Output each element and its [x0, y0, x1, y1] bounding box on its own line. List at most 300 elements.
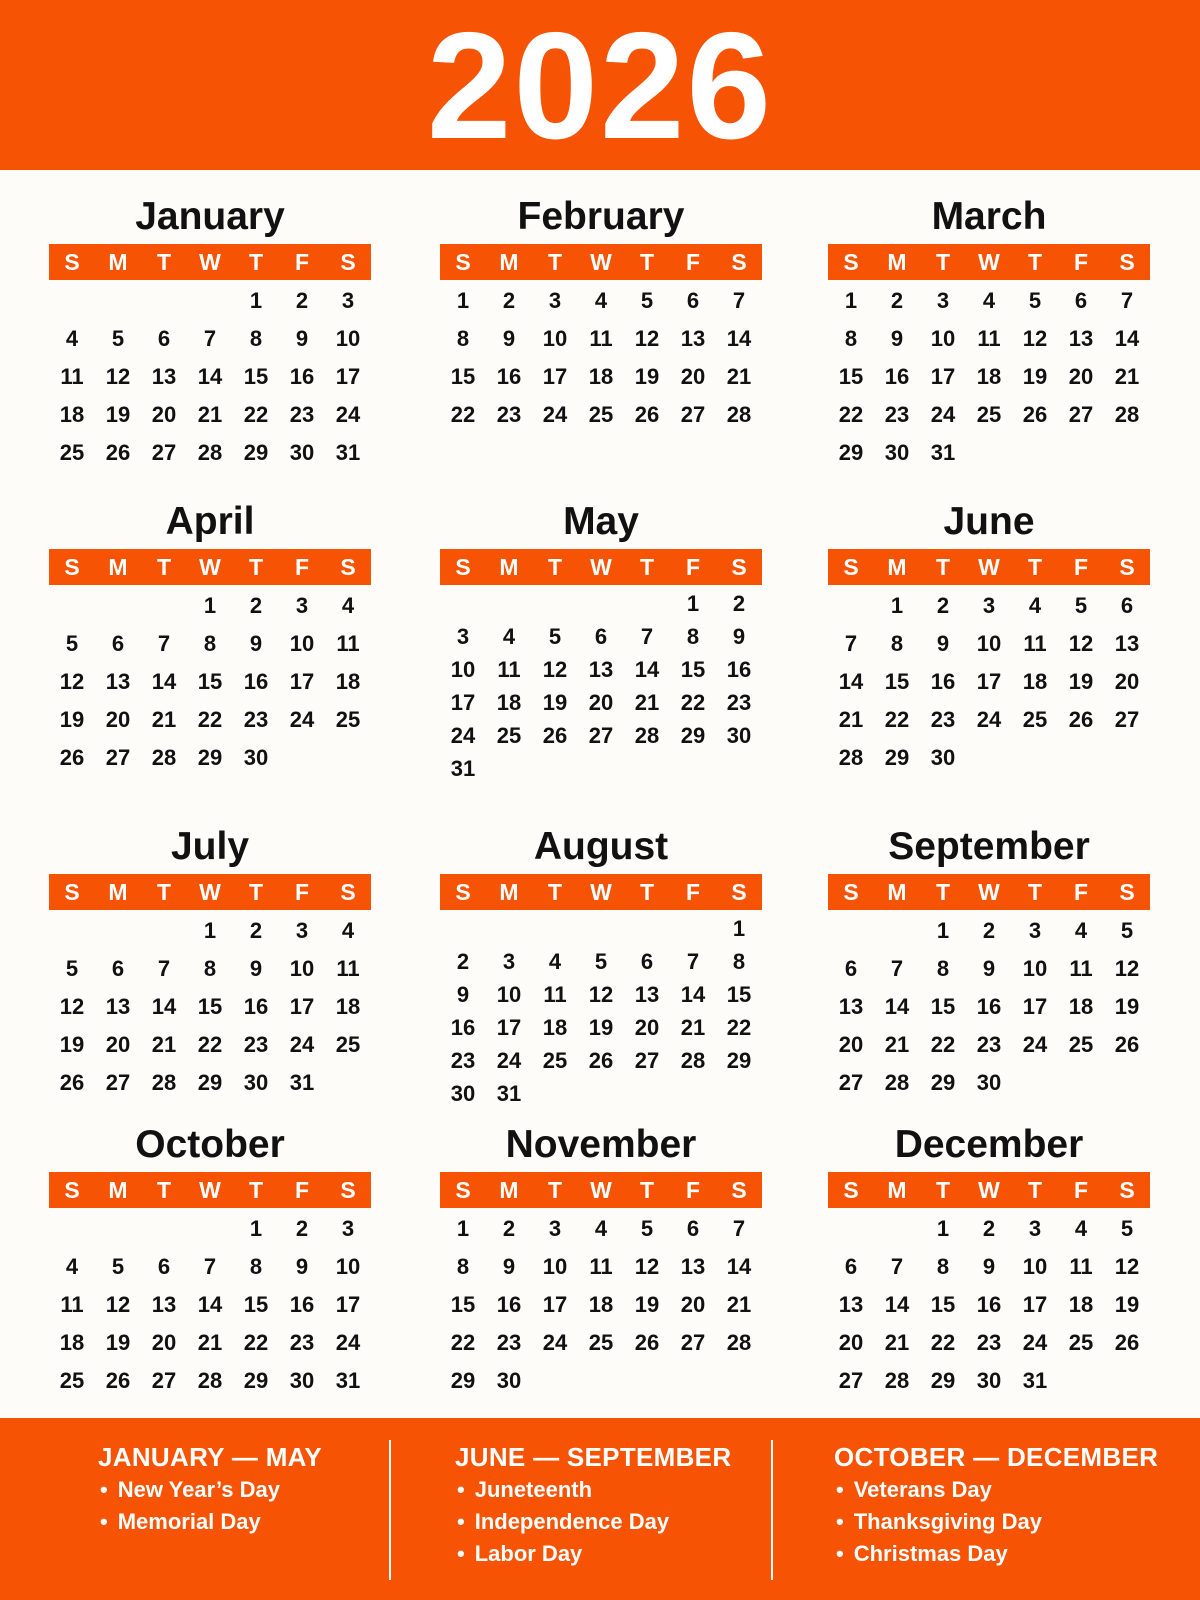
day-cell: 26: [105, 440, 131, 465]
day-blank: [141, 282, 187, 320]
holiday-column-2: [455, 1440, 731, 1570]
day-cell: 21: [884, 1032, 910, 1057]
day-cell: 7: [203, 1254, 217, 1279]
day-cell: 30: [450, 1081, 476, 1106]
day-cell: 29: [243, 440, 269, 465]
day-cell: 6: [1074, 288, 1088, 313]
weekday-label: F: [685, 878, 701, 905]
day-cell: 18: [1022, 669, 1048, 694]
day-cell: 3: [341, 1216, 355, 1241]
day-cell: 13: [1068, 326, 1094, 351]
day-cell: 3: [548, 288, 562, 313]
weekday-header: [828, 244, 1150, 280]
day-blank: [624, 587, 670, 620]
day-cell: 17: [930, 364, 956, 389]
day-cell: 8: [844, 326, 858, 351]
day-cell: 31: [335, 440, 361, 465]
weekday-label: S: [843, 248, 859, 275]
day-cell: 25: [542, 1048, 568, 1073]
day-cell: 21: [838, 707, 864, 732]
day-blank: [141, 1210, 187, 1248]
day-cell: 27: [634, 1048, 660, 1073]
day-cell: 13: [634, 982, 660, 1007]
day-cell: 3: [341, 288, 355, 313]
day-blank: [874, 912, 920, 950]
day-cell: 22: [197, 707, 223, 732]
day-cell: 14: [1114, 326, 1140, 351]
day-cell: 14: [197, 1292, 223, 1317]
month-february: [440, 190, 762, 434]
day-cell: 11: [589, 1254, 613, 1279]
day-cell: 19: [105, 402, 131, 427]
month-name: October: [135, 1123, 285, 1166]
day-cell: 25: [335, 1032, 361, 1057]
day-cell: 19: [1114, 994, 1140, 1019]
day-blank: [578, 912, 624, 945]
day-cell: 12: [105, 1292, 131, 1317]
day-cell: 21: [197, 1330, 223, 1355]
day-cell: 7: [1120, 288, 1134, 313]
day-cell: 6: [1120, 593, 1134, 618]
day-cell: 23: [289, 1330, 315, 1355]
day-cell: 12: [542, 657, 568, 682]
day-cell: 27: [588, 723, 614, 748]
day-blank: [49, 282, 95, 320]
day-grid: [828, 282, 1150, 472]
weekday-label: T: [248, 248, 264, 275]
weekday-label: S: [1119, 553, 1135, 580]
day-cell: 9: [456, 982, 470, 1007]
day-cell: 1: [249, 288, 263, 313]
day-cell: 13: [838, 994, 864, 1019]
weekday-label: S: [340, 248, 356, 275]
day-cell: 17: [1022, 1292, 1048, 1317]
day-cell: 15: [197, 669, 223, 694]
weekday-label: F: [294, 248, 310, 275]
weekday-header: [440, 874, 762, 910]
day-cell: 30: [976, 1368, 1002, 1393]
day-cell: 8: [249, 1254, 263, 1279]
day-cell: 7: [732, 288, 746, 313]
year-banner: [0, 0, 1200, 170]
day-cell: 5: [1120, 918, 1134, 943]
day-cell: 7: [157, 956, 171, 981]
day-cell: 1: [936, 1216, 950, 1241]
day-cell: 9: [936, 631, 950, 656]
month-name: December: [894, 1123, 1084, 1166]
day-cell: 13: [680, 1254, 706, 1279]
weekday-label: T: [248, 553, 264, 580]
day-grid: [440, 1210, 762, 1400]
day-cell: 8: [456, 1254, 470, 1279]
months-grid: [0, 170, 1200, 1418]
day-cell: 12: [59, 669, 85, 694]
day-cell: 5: [594, 949, 608, 974]
weekday-label: T: [639, 1176, 655, 1203]
day-cell: 29: [838, 440, 864, 465]
day-cell: 13: [105, 669, 131, 694]
weekday-label: S: [1119, 1176, 1135, 1203]
holiday-item: • Independence Day: [455, 1506, 731, 1538]
weekday-label: S: [731, 248, 747, 275]
day-cell: 18: [1068, 994, 1094, 1019]
day-cell: 8: [732, 949, 746, 974]
weekday-header: [440, 244, 762, 280]
day-cell: 28: [884, 1368, 910, 1393]
weekday-label: F: [1073, 878, 1089, 905]
day-cell: 24: [289, 1032, 315, 1057]
day-cell: 2: [982, 918, 996, 943]
weekday-label: T: [639, 248, 655, 275]
day-cell: 23: [496, 1330, 522, 1355]
day-cell: 22: [884, 707, 910, 732]
day-cell: 28: [726, 402, 752, 427]
day-cell: 12: [59, 994, 85, 1019]
weekday-label: S: [731, 878, 747, 905]
weekday-label: F: [1073, 553, 1089, 580]
day-grid: [828, 912, 1150, 1102]
day-cell: 29: [884, 745, 910, 770]
day-cell: 9: [502, 326, 516, 351]
day-cell: 23: [450, 1048, 476, 1073]
day-cell: 1: [732, 916, 746, 941]
month-name: July: [170, 825, 250, 868]
day-cell: 13: [680, 326, 706, 351]
day-cell: 28: [197, 440, 223, 465]
day-grid: [49, 282, 371, 472]
day-cell: 8: [456, 326, 470, 351]
day-cell: 25: [1022, 707, 1048, 732]
month-march: [828, 190, 1150, 472]
day-cell: 21: [197, 402, 223, 427]
weekday-label: S: [64, 878, 80, 905]
day-cell: 1: [203, 918, 217, 943]
day-cell: 18: [588, 1292, 614, 1317]
day-cell: 2: [295, 1216, 309, 1241]
day-cell: 5: [111, 326, 125, 351]
day-cell: 7: [844, 631, 858, 656]
day-cell: 11: [1023, 631, 1047, 656]
day-cell: 2: [982, 1216, 996, 1241]
holiday-item: • Christmas Day: [834, 1538, 1158, 1570]
day-cell: 24: [1022, 1032, 1048, 1057]
day-cell: 4: [1028, 593, 1042, 618]
holiday-heading: JUNE — SEPTEMBER: [455, 1442, 732, 1472]
day-cell: 22: [680, 690, 706, 715]
day-blank: [187, 282, 233, 320]
day-cell: 9: [249, 631, 263, 656]
weekday-label: T: [935, 1176, 951, 1203]
day-cell: 24: [1022, 1330, 1048, 1355]
month-name: November: [505, 1123, 697, 1166]
day-blank: [187, 1210, 233, 1248]
day-cell: 16: [884, 364, 910, 389]
day-cell: 1: [844, 288, 858, 313]
day-cell: 3: [1028, 1216, 1042, 1241]
day-cell: 15: [450, 364, 476, 389]
day-cell: 9: [502, 1254, 516, 1279]
weekday-label: M: [887, 553, 907, 580]
weekday-label: F: [294, 878, 310, 905]
day-cell: 28: [634, 723, 660, 748]
day-cell: 8: [936, 956, 950, 981]
day-cell: 10: [1022, 1254, 1048, 1279]
month-name: June: [943, 500, 1035, 543]
day-cell: 15: [197, 994, 223, 1019]
day-cell: 30: [243, 1070, 269, 1095]
day-cell: 4: [65, 1254, 79, 1279]
holiday-item: • Memorial Day: [98, 1506, 322, 1538]
day-cell: 11: [1069, 1254, 1093, 1279]
day-cell: 2: [502, 288, 516, 313]
month-december: [828, 1118, 1150, 1400]
day-cell: 30: [289, 440, 315, 465]
day-cell: 7: [203, 326, 217, 351]
weekday-label: W: [590, 553, 612, 580]
day-cell: 23: [496, 402, 522, 427]
day-cell: 24: [335, 402, 361, 427]
day-cell: 28: [884, 1070, 910, 1095]
day-cell: 22: [930, 1330, 956, 1355]
day-cell: 19: [1068, 669, 1094, 694]
weekday-label: W: [978, 1176, 1000, 1203]
weekday-label: T: [156, 878, 172, 905]
day-cell: 4: [341, 918, 355, 943]
weekday-header: [828, 549, 1150, 585]
weekday-label: T: [248, 1176, 264, 1203]
day-blank: [440, 912, 486, 945]
day-cell: 6: [111, 631, 125, 656]
day-cell: 20: [838, 1032, 864, 1057]
day-cell: 31: [450, 756, 476, 781]
day-cell: 10: [542, 1254, 568, 1279]
day-cell: 21: [726, 364, 752, 389]
day-cell: 24: [976, 707, 1002, 732]
day-grid: [49, 1210, 371, 1400]
day-cell: 4: [594, 1216, 608, 1241]
day-cell: 23: [726, 690, 752, 715]
day-cell: 4: [341, 593, 355, 618]
day-cell: 17: [496, 1015, 522, 1040]
day-cell: 6: [111, 956, 125, 981]
day-cell: 2: [502, 1216, 516, 1241]
day-cell: 17: [450, 690, 476, 715]
weekday-label: T: [935, 878, 951, 905]
weekday-label: M: [499, 248, 519, 275]
day-cell: 16: [289, 1292, 315, 1317]
weekday-label: W: [199, 248, 221, 275]
weekday-label: T: [547, 1176, 563, 1203]
day-cell: 11: [60, 364, 84, 389]
day-cell: 7: [686, 949, 700, 974]
day-cell: 23: [289, 402, 315, 427]
day-grid: [49, 587, 371, 777]
weekday-label: T: [156, 553, 172, 580]
day-cell: 10: [930, 326, 956, 351]
month-may: [440, 495, 762, 785]
day-cell: 5: [640, 1216, 654, 1241]
day-cell: 1: [936, 918, 950, 943]
day-cell: 28: [151, 745, 177, 770]
day-cell: 4: [594, 288, 608, 313]
day-cell: 27: [1114, 707, 1140, 732]
day-cell: 25: [1068, 1330, 1094, 1355]
day-cell: 26: [1068, 707, 1094, 732]
day-cell: 23: [884, 402, 910, 427]
day-cell: 24: [542, 1330, 568, 1355]
weekday-label: F: [294, 553, 310, 580]
weekday-label: T: [1027, 248, 1043, 275]
day-cell: 25: [588, 402, 614, 427]
day-cell: 20: [151, 402, 177, 427]
weekday-label: M: [108, 1176, 128, 1203]
day-cell: 3: [295, 593, 309, 618]
day-cell: 28: [1114, 402, 1140, 427]
day-cell: 15: [884, 669, 910, 694]
day-cell: 8: [249, 326, 263, 351]
weekday-label: W: [199, 553, 221, 580]
day-cell: 12: [634, 1254, 660, 1279]
day-cell: 29: [930, 1070, 956, 1095]
day-cell: 19: [634, 1292, 660, 1317]
day-cell: 24: [450, 723, 476, 748]
day-cell: 16: [243, 994, 269, 1019]
weekday-label: F: [685, 1176, 701, 1203]
day-cell: 23: [930, 707, 956, 732]
day-cell: 26: [59, 745, 85, 770]
day-cell: 8: [203, 631, 217, 656]
month-april: [49, 495, 371, 777]
day-blank: [95, 282, 141, 320]
month-name: January: [135, 195, 285, 238]
day-cell: 27: [838, 1070, 864, 1095]
weekday-label: S: [455, 1176, 471, 1203]
day-cell: 20: [1114, 669, 1140, 694]
day-cell: 9: [732, 624, 746, 649]
day-cell: 5: [1028, 288, 1042, 313]
day-cell: 3: [295, 918, 309, 943]
weekday-label: T: [935, 553, 951, 580]
day-blank: [828, 912, 874, 950]
day-cell: 8: [203, 956, 217, 981]
day-cell: 9: [890, 326, 904, 351]
day-cell: 28: [838, 745, 864, 770]
day-cell: 2: [890, 288, 904, 313]
weekday-label: M: [108, 553, 128, 580]
day-cell: 10: [976, 631, 1002, 656]
day-cell: 25: [496, 723, 522, 748]
weekday-header: [828, 874, 1150, 910]
weekday-label: W: [978, 248, 1000, 275]
day-blank: [141, 587, 187, 625]
day-cell: 15: [243, 1292, 269, 1317]
day-cell: 1: [456, 1216, 470, 1241]
day-cell: 27: [1068, 402, 1094, 427]
day-cell: 4: [502, 624, 516, 649]
day-blank: [670, 912, 716, 945]
day-cell: 14: [197, 364, 223, 389]
day-cell: 17: [1022, 994, 1048, 1019]
day-cell: 26: [1114, 1032, 1140, 1057]
day-cell: 25: [976, 402, 1002, 427]
day-cell: 4: [982, 288, 996, 313]
day-cell: 27: [680, 402, 706, 427]
day-cell: 2: [249, 593, 263, 618]
weekday-label: W: [199, 878, 221, 905]
day-cell: 19: [588, 1015, 614, 1040]
weekday-label: M: [499, 553, 519, 580]
month-name: September: [888, 825, 1090, 868]
day-grid: [440, 912, 762, 1110]
day-blank: [532, 587, 578, 620]
day-cell: 6: [844, 956, 858, 981]
day-cell: 18: [335, 994, 361, 1019]
day-cell: 15: [243, 364, 269, 389]
day-blank: [532, 912, 578, 945]
month-january: [49, 190, 371, 472]
day-cell: 9: [982, 956, 996, 981]
weekday-label: M: [887, 248, 907, 275]
weekday-label: F: [1073, 248, 1089, 275]
day-cell: 14: [884, 994, 910, 1019]
day-cell: 28: [197, 1368, 223, 1393]
day-blank: [49, 912, 95, 950]
day-cell: 24: [335, 1330, 361, 1355]
day-cell: 29: [197, 1070, 223, 1095]
holiday-item: • Veterans Day: [834, 1474, 1158, 1506]
day-cell: 23: [976, 1330, 1002, 1355]
day-cell: 22: [930, 1032, 956, 1057]
weekday-label: M: [499, 878, 519, 905]
holidays-footer: [0, 1418, 1200, 1600]
day-cell: 13: [588, 657, 614, 682]
day-cell: 11: [589, 326, 613, 351]
day-cell: 17: [976, 669, 1002, 694]
day-cell: 25: [335, 707, 361, 732]
day-blank: [486, 912, 532, 945]
weekday-header: [49, 244, 371, 280]
day-cell: 5: [111, 1254, 125, 1279]
day-cell: 7: [732, 1216, 746, 1241]
year-title: 2026: [426, 1, 774, 171]
day-cell: 16: [726, 657, 752, 682]
day-cell: 3: [456, 624, 470, 649]
weekday-label: S: [64, 248, 80, 275]
weekday-label: T: [547, 248, 563, 275]
day-cell: 19: [59, 1032, 85, 1057]
day-cell: 26: [634, 402, 660, 427]
day-blank: [95, 587, 141, 625]
weekday-header: [49, 874, 371, 910]
day-cell: 7: [890, 1254, 904, 1279]
holiday-heading: JANUARY — MAY: [98, 1442, 322, 1472]
day-cell: 18: [588, 364, 614, 389]
day-cell: 2: [456, 949, 470, 974]
day-cell: 1: [686, 591, 700, 616]
day-cell: 13: [105, 994, 131, 1019]
day-cell: 21: [634, 690, 660, 715]
day-cell: 29: [930, 1368, 956, 1393]
day-cell: 9: [295, 1254, 309, 1279]
day-cell: 26: [59, 1070, 85, 1095]
day-cell: 10: [1022, 956, 1048, 981]
day-cell: 30: [243, 745, 269, 770]
month-june: [828, 495, 1150, 777]
day-cell: 27: [105, 1070, 131, 1095]
day-cell: 6: [686, 288, 700, 313]
day-cell: 1: [456, 288, 470, 313]
day-cell: 14: [838, 669, 864, 694]
